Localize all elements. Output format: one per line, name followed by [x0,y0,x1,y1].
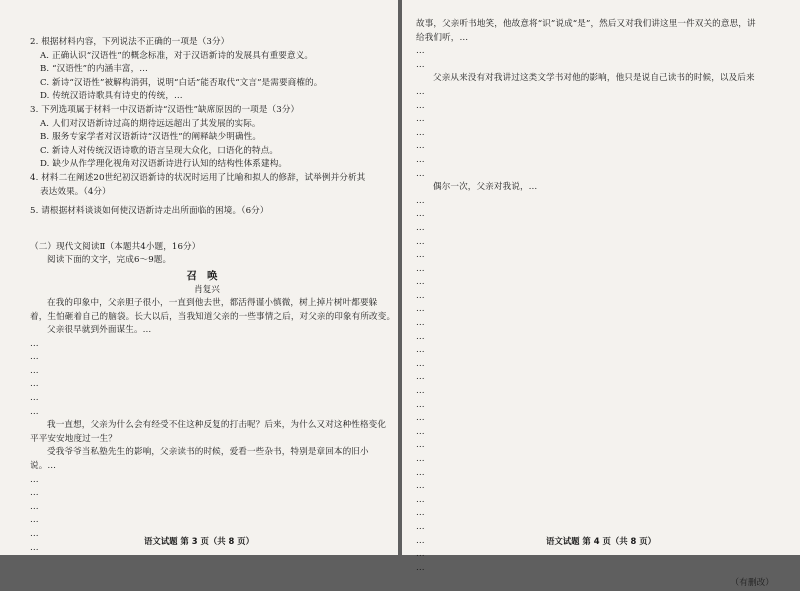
story-line: … [416,222,425,233]
story-line: … [416,236,425,247]
editor-note: （有删改） [730,578,774,589]
story-line: … [416,345,425,356]
story-line: … [30,542,39,553]
section-header: （二）现代文阅读Ⅱ（本题共4小题，16分） [30,241,201,252]
story-line: 偶尔一次，父亲对我说，… [433,182,538,193]
story-line: … [416,454,425,464]
story-line: … [30,352,39,363]
question-2-option-d: D. 传统汉语诗歌具有诗史的传统，… [40,91,183,102]
story-line: … [416,209,425,220]
page-gutter [398,0,402,555]
story-line: … [30,488,39,499]
story-line: … [416,154,425,165]
question-2-option-c: C. 新诗“汉语性”被解构消弭，说明“白话”能否取代“文言”是需要商榷的。 [40,77,323,88]
story-line: … [416,426,425,437]
question-3-option-d: D. 缺少从作学理化视角对汉语新诗进行认知的结构性体系建构。 [40,159,288,170]
story-line: 在我的印象中，父亲胆子很小，一直到他去世，都活得谨小慎微，树上掉片树叶都要躲 [47,297,378,308]
story-line: … [416,331,425,342]
story-line: 父亲从来没有对我讲过这类文学书对他的影响，他只是说自己读书的时候，以及后来 [433,73,755,84]
story-line: … [30,365,39,376]
story-author: 肖复兴 [194,284,220,295]
story-line: … [416,386,425,397]
question-4-line: 表达效果。（4分） [40,186,111,197]
page-footer: 语文试题 第 3 页（共 8 页） [144,536,254,546]
story-line: … [416,358,425,369]
story-line: … [30,529,39,539]
question-2-stem: 2. 根据材料内容，下列说法不正确的一项是（3分） [30,37,230,47]
story-line: … [416,318,425,329]
story-title: 召唤 [186,269,228,282]
question-5-stem: 5. 请根据材料谈谈如何使汉语新诗走出所面临的困境。（6分） [30,206,269,217]
story-line: 受我爷爷当私塾先生的影响，父亲读书的时候，爱看一些杂书，特别是章回本的旧小 [47,447,369,458]
story-line: 说。… [30,461,57,472]
story-line: … [30,474,39,485]
question-2-option-a: A. 正确认识“汉语性”的概念标准，对于汉语新诗的发展具有重要意义。 [40,50,314,61]
story-line: … [416,535,425,546]
story-line: … [416,494,425,505]
question-4-line: 4. 材料二在阐述20世纪初汉语新诗的状况时运用了比喻和拟人的修辞，试举例并分析其 [30,172,366,183]
story-line: … [416,413,425,424]
story-line: 故事，父亲听书地笑，他故意将“识”说成“是”，然后又对我们讲这里一件双关的意思，讲 [416,19,756,29]
story-line: … [416,372,425,383]
right-page [402,0,800,589]
story-line: 给我们听，… [416,32,469,43]
story-line: 我一直想，父亲为什么会有经受不住这种反复的打击呢？后来，为什么又对这种性格变化 [47,420,387,431]
story-line: … [416,304,425,315]
story-line: … [416,250,425,261]
page-footer: 语文试题 第 4 页（共 8 页） [546,536,656,546]
question-3-option-c: C. 新诗人对传统汉语诗歌的语言呈现大众化，口语化的特点。 [40,145,279,156]
story-line: … [30,406,39,417]
story-line: … [416,86,425,97]
story-line: … [416,100,425,111]
story-line: 平平安安地度过一生？ [30,433,117,444]
question-3-option-b: B. 服务专家学者对汉语新诗“汉语性”的阐释缺少明确性。 [40,132,262,143]
story-line: … [30,501,39,512]
story-line: … [416,263,425,274]
story-line: … [416,277,425,288]
left-page [0,0,398,555]
story-line: … [416,195,425,206]
story-line: … [30,393,39,404]
question-3-option-a: A. 人们对汉语新诗过高的期待远远超出了其发展的实际。 [40,118,261,129]
story-line: … [416,508,425,519]
story-line: … [416,467,425,478]
story-line: … [416,168,425,179]
story-line: … [30,379,39,390]
story-line: … [416,114,425,125]
story-line: 着，生怕砸着自己的脑袋。长大以后，当我知道父亲的一些事情之后，对父亲的印象有所改变。 [30,311,396,322]
story-line: … [416,59,425,70]
story-line: … [30,515,39,526]
story-line: … [416,290,425,301]
story-line: 父亲很早就到外面谋生。… [47,325,152,336]
story-line: … [416,521,425,532]
story-line: … [416,549,425,560]
story-line: … [416,141,425,152]
story-line: … [30,338,39,349]
story-line: … [416,46,425,57]
section-instruction: 阅读下面的文字，完成6～9题。 [47,255,172,266]
story-line: … [416,127,425,138]
story-line: … [416,481,425,492]
question-2-option-b: B. “汉语性”的内涵丰富，… [40,64,149,75]
question-3-stem: 3. 下列选项属于材料一中汉语新诗“汉语性”缺席原因的一项是（3分） [30,104,300,115]
story-line: … [416,562,425,573]
story-line: … [416,440,425,451]
story-line: … [416,399,425,410]
